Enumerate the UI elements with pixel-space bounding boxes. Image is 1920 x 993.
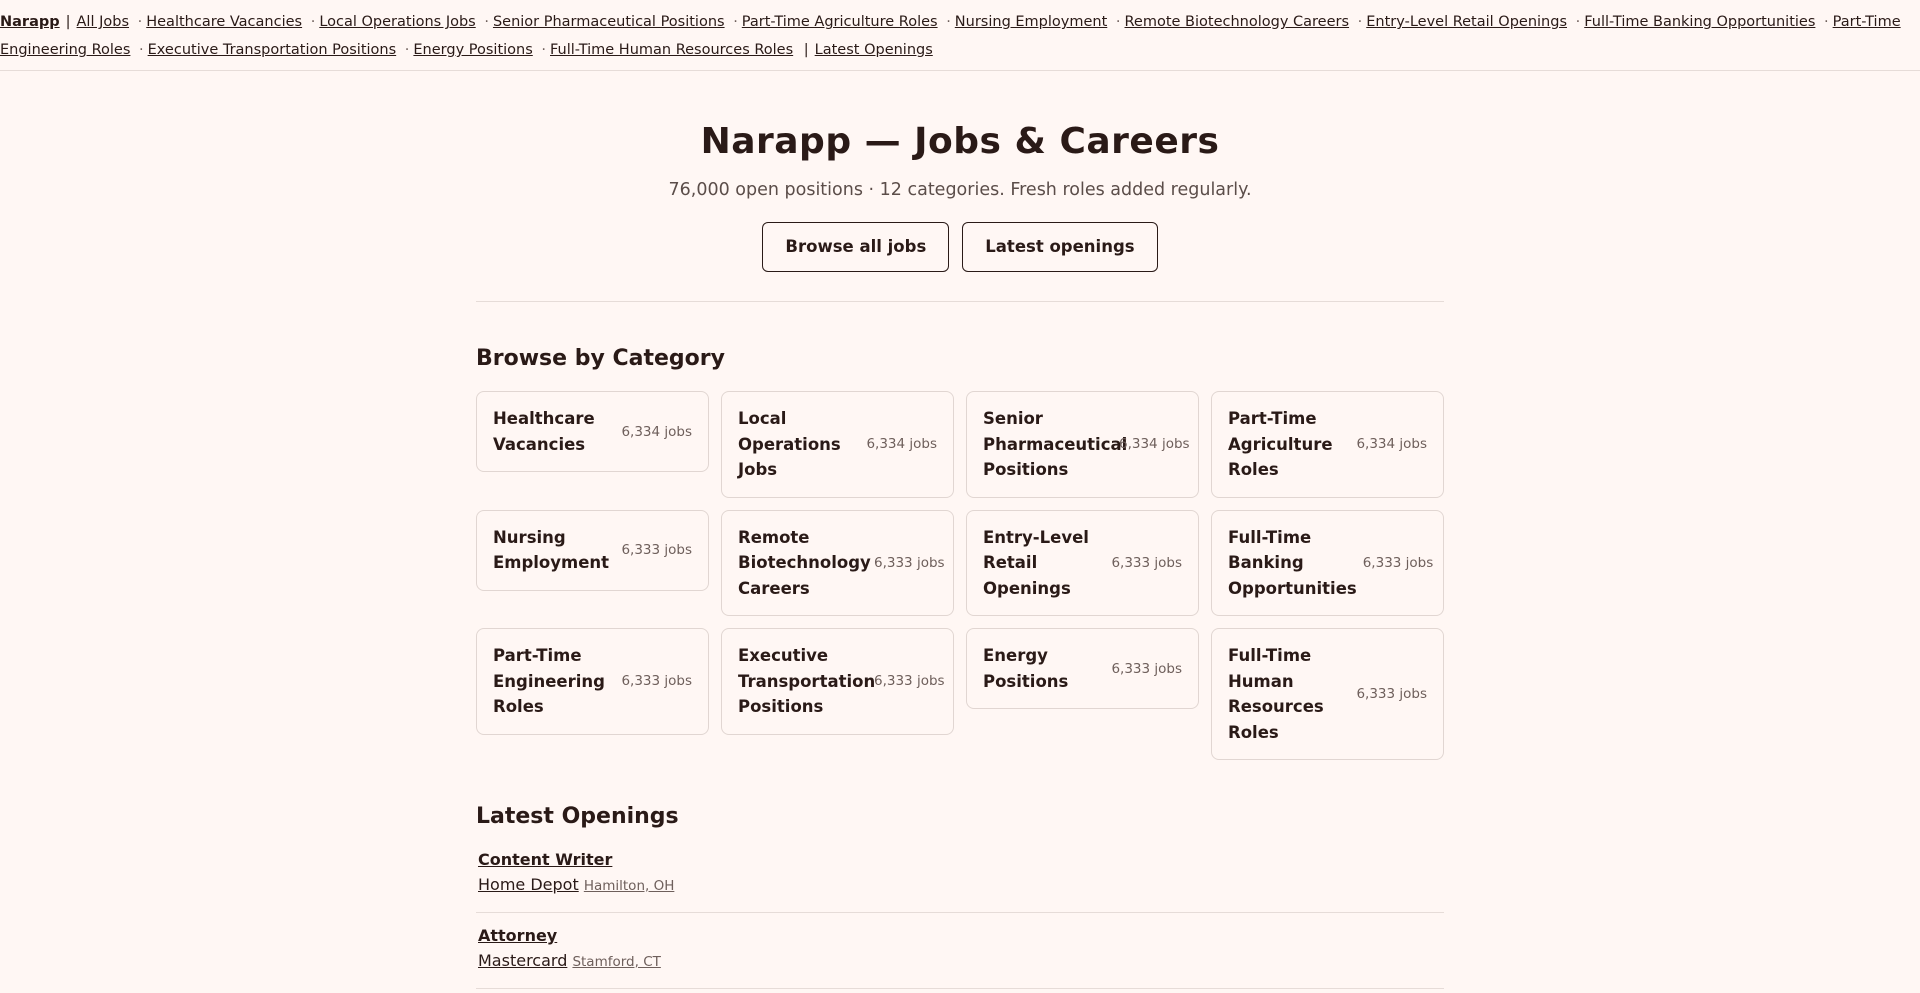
- nav-dot: ·: [1824, 14, 1829, 30]
- nav-dot: ·: [733, 14, 738, 30]
- nav-link-part-time-engineering[interactable]: Part-Time Engineering Roles: [0, 14, 1901, 58]
- category-card-nursing[interactable]: [476, 510, 709, 591]
- category-count: 6,333 jobs: [1111, 554, 1182, 571]
- category-name: Local Operations Jobs: [738, 409, 841, 479]
- latest-openings-heading: Latest Openings: [476, 804, 679, 829]
- category-name: Entry-Level Retail Openings: [983, 527, 1089, 598]
- category-card-remote-biotechnology[interactable]: [721, 510, 954, 617]
- category-card-energy[interactable]: [966, 628, 1199, 709]
- nav-dot: ·: [1357, 14, 1363, 30]
- category-card-healthcare[interactable]: [476, 391, 709, 472]
- category-card-executive-transportation[interactable]: [721, 628, 954, 735]
- category-count: 6,333 jobs: [874, 554, 945, 571]
- browse-all-jobs-button[interactable]: Browse all jobs: [762, 222, 949, 272]
- category-card-full-time-banking[interactable]: [1211, 510, 1444, 617]
- nav-dot: ·: [946, 14, 951, 30]
- category-name: Full-Time Banking Opportunities: [1228, 527, 1357, 598]
- category-count: 6,333 jobs: [874, 673, 945, 690]
- category-name: Senior Pharmaceutical Positions: [983, 409, 1128, 479]
- nav-separator: |: [65, 14, 71, 30]
- category-card-entry-level-retail[interactable]: [966, 510, 1199, 617]
- nav-link-senior-pharmaceutical[interactable]: Senior Pharmaceutical Positions: [492, 14, 725, 30]
- category-card-part-time-agriculture[interactable]: [1211, 391, 1444, 498]
- hero: [0, 71, 1920, 272]
- category-card-part-time-engineering[interactable]: [476, 628, 709, 735]
- category-count: 6,334 jobs: [621, 423, 692, 440]
- job-title-link[interactable]: Content Writer: [478, 850, 613, 869]
- location-link[interactable]: Hamilton, OH: [583, 878, 675, 894]
- nav-dot: ·: [541, 42, 546, 58]
- category-card-senior-pharmaceutical[interactable]: [966, 391, 1199, 498]
- nav-link-energy[interactable]: Energy Positions: [413, 42, 533, 58]
- category-count: 6,333 jobs: [1362, 554, 1434, 571]
- category-name: Part-Time Agriculture Roles: [1228, 409, 1333, 479]
- category-name: Full-Time Human Resources Roles: [1228, 646, 1324, 742]
- list-item: [476, 849, 1444, 913]
- nav-link-executive-transportation[interactable]: Executive Transportation Positions: [147, 42, 397, 58]
- category-name: Remote Biotechnology Careers: [738, 527, 871, 598]
- category-grid: [476, 391, 1444, 760]
- category-card-local-operations[interactable]: [721, 391, 954, 498]
- nav-dot: ·: [1115, 14, 1121, 30]
- category-count: 6,333 jobs: [621, 542, 692, 558]
- category-count: 6,333 jobs: [621, 673, 692, 690]
- category-count: 6,334 jobs: [866, 436, 937, 453]
- main-content: [476, 301, 1444, 989]
- category-name: Energy Positions: [983, 646, 1069, 691]
- nav-dot: ·: [404, 42, 410, 58]
- nav-dot: ·: [139, 42, 144, 58]
- browse-by-category-heading: Browse by Category: [476, 346, 725, 371]
- hero-subtitle: 76,000 open positions · 12 categories. Fresh roles added regularly.: [668, 180, 1252, 200]
- nav-link-remote-biotechnology[interactable]: Remote Biotechnology Careers: [1124, 14, 1350, 30]
- category-card-full-time-hr[interactable]: [1211, 628, 1444, 760]
- job-meta: [478, 871, 1442, 900]
- job-title-link[interactable]: Attorney: [478, 926, 558, 945]
- location-link[interactable]: Stamford, CT: [572, 954, 661, 970]
- nav-dot: ·: [1575, 14, 1581, 30]
- category-name: Nursing Employment: [493, 527, 610, 572]
- nav-link-local-operations[interactable]: Local Operations Jobs: [319, 14, 476, 30]
- nav-link-full-time-hr[interactable]: Full-Time Human Resources Roles: [550, 42, 794, 58]
- page-title: Narapp — Jobs & Careers: [700, 121, 1220, 162]
- job-meta: [478, 947, 1442, 976]
- company-link[interactable]: Mastercard: [478, 951, 568, 970]
- company-link[interactable]: Home Depot: [478, 875, 579, 894]
- top-nav: [0, 0, 1920, 71]
- category-name: Part-Time Engineering Roles: [493, 646, 605, 716]
- category-count: 6,333 jobs: [1356, 686, 1427, 702]
- category-count: 6,333 jobs: [1111, 660, 1182, 677]
- list-item: [476, 925, 1444, 989]
- category-name: Executive Transportation Positions: [738, 646, 876, 716]
- nav-dot: ·: [137, 14, 143, 30]
- nav-separator: |: [803, 42, 809, 58]
- nav-link-healthcare[interactable]: Healthcare Vacancies: [146, 14, 303, 30]
- nav-link-part-time-agriculture[interactable]: Part-Time Agriculture Roles: [741, 14, 938, 30]
- latest-openings-button[interactable]: Latest openings: [962, 222, 1157, 272]
- nav-link-entry-level-retail[interactable]: Entry-Level Retail Openings: [1366, 14, 1567, 30]
- openings-list: [476, 849, 1444, 989]
- brand-link[interactable]: Narapp: [0, 14, 60, 30]
- category-count: 6,334 jobs: [1356, 436, 1427, 453]
- category-name: Healthcare Vacancies: [493, 409, 595, 454]
- nav-link-nursing[interactable]: Nursing Employment: [954, 14, 1108, 30]
- nav-link-full-time-banking[interactable]: Full-Time Banking Opportunities: [1584, 14, 1816, 30]
- category-count: 6,334 jobs: [1119, 436, 1190, 453]
- nav-dot: ·: [310, 14, 316, 30]
- nav-link-all-jobs[interactable]: All Jobs: [76, 14, 130, 30]
- hero-actions: [0, 222, 1920, 272]
- nav-link-latest-openings[interactable]: Latest Openings: [814, 42, 933, 58]
- nav-dot: ·: [484, 14, 489, 30]
